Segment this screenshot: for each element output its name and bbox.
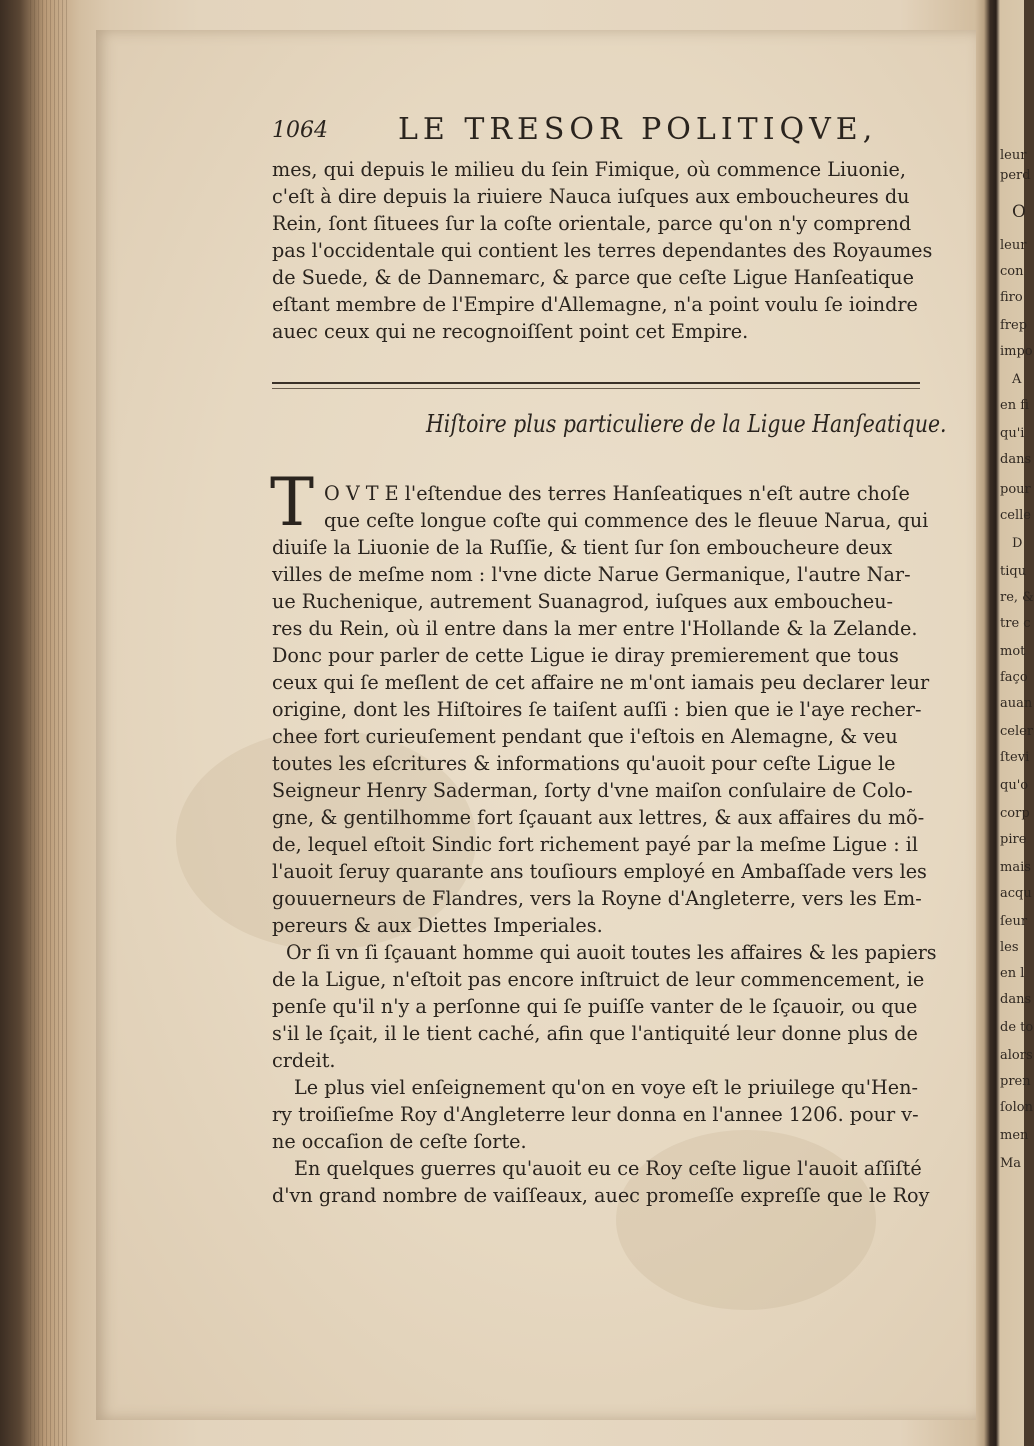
text-line: ceux qui ſe meſlent de cet affaire ne m'ont iamais peu declarer leur: [272, 671, 930, 694]
text-line: toutes les eſcritures & informations qu'auoit pour ceſte Ligue le: [272, 752, 896, 775]
facing-fragment: pour: [1000, 482, 1031, 497]
text-line: pereurs & aux Diettes Imperiales.: [272, 914, 603, 937]
text-line: eſtant membre de l'Empire d'Allemagne, n'a point voulu ſe ioindre: [272, 293, 918, 316]
facing-fragment: re, &: [1000, 590, 1034, 605]
text-line: villes de meſme nom : l'vne dicte Narue Germanique, l'autre Nar-: [272, 563, 911, 586]
text-line: O V T E l'eſtendue des terres Hanſeatiques n'eſt autre choſe: [324, 482, 910, 505]
facing-fragment: acqu: [1000, 886, 1032, 901]
facing-fragment: men: [1000, 1128, 1029, 1143]
facing-fragment: mais: [1000, 860, 1031, 875]
text-line: mes, qui depuis le milieu du ſein Fimique, où commence Liuonie,: [272, 158, 906, 181]
facing-fragment: tiqu: [1000, 564, 1027, 579]
facing-fragment: en l: [1000, 966, 1025, 981]
running-header: [272, 112, 932, 152]
text-line: c'eſt à dire depuis la riuiere Nauca iuſques aux emboucheures du: [272, 185, 910, 208]
text-line: Seigneur Henry Saderman, ſorty d'vne maiſon conſulaire de Colo-: [272, 779, 913, 802]
facing-fragment: dans: [1000, 992, 1032, 1007]
facing-fragment: A: [1012, 372, 1022, 387]
text-line: pas l'occidentale qui contient les terres dependantes des Royaumes: [272, 239, 933, 262]
text-line: s'il le ſçait, il le tient caché, afin que l'antiquité leur donne plus de: [272, 1022, 918, 1045]
facing-fragment: pire: [1000, 832, 1027, 847]
section-divider: [272, 382, 920, 384]
facing-fragment: firo: [1000, 290, 1023, 305]
text-line: diuiſe la Liuonie de la Ruſſie, & tient ſur ſon emboucheure deux: [272, 536, 893, 559]
facing-fragment: celer: [1000, 724, 1034, 739]
drop-cap: T: [270, 464, 315, 541]
text-line: penſe qu'il n'y a perſonne qui ſe puiſſe vanter de le ſçauoir, ou que: [272, 995, 918, 1018]
text-line: crdeit.: [272, 1049, 336, 1072]
facing-fragment: ſolon: [1000, 1100, 1033, 1115]
text-line: gne, & gentilhomme fort ſçauant aux lettres, & aux affaires du mõ-: [272, 806, 925, 829]
facing-fragment: ſtevi: [1000, 750, 1030, 765]
facing-fragment: en fi: [1000, 398, 1029, 413]
text-line: que ceſte longue coſte qui commence des le fleuue Narua, qui: [324, 509, 929, 532]
text-line: de Suede, & de Dannemarc, & parce que ceſte Ligue Hanſeatique: [272, 266, 914, 289]
facing-page-margin: [998, 130, 1034, 1230]
facing-fragment: con: [1000, 264, 1024, 279]
text-line: Rein, ſont ſituees ſur la coſte orientale, parce qu'on n'y comprend: [272, 212, 912, 235]
facing-fragment: pren: [1000, 1074, 1031, 1089]
facing-fragment: O: [1012, 202, 1026, 222]
text-line: gouuerneurs de Flandres, vers la Royne d'Angleterre, vers les Em-: [272, 887, 922, 910]
text-line: Le plus viel enſeignement qu'on en voye eſt le priuilege qu'Hen-: [294, 1076, 918, 1099]
facing-fragment: qu'o: [1000, 778, 1029, 793]
facing-fragment: corp: [1000, 806, 1030, 821]
page-edges: [30, 0, 70, 1446]
facing-fragment: ſeur: [1000, 914, 1028, 929]
text-line: ue Ruchenique, autrement Suanagrod, iuſques aux emboucheu-: [272, 590, 894, 613]
text-line: de, lequel eſtoit Sindic fort richement payé par la meſme Ligue : il: [272, 833, 919, 856]
facing-fragment: mot: [1000, 644, 1026, 659]
facing-fragment: alors: [1000, 1048, 1033, 1063]
page-number: 1064: [272, 118, 328, 143]
facing-fragment: leur: [1000, 148, 1027, 163]
facing-fragment: dans: [1000, 452, 1032, 467]
facing-fragment: faço: [1000, 670, 1028, 685]
facing-fragment: frep: [1000, 318, 1028, 333]
facing-fragment: de to: [1000, 1020, 1034, 1035]
text-line: Or ſi vn ſi ſçauant homme qui auoit toutes les affaires & les papiers: [286, 941, 937, 964]
text-line: En quelques guerres qu'auoit eu ce Roy ceſte ligue l'auoit aſſiſté: [294, 1157, 922, 1180]
facing-fragment: les: [1000, 940, 1019, 955]
text-line: l'auoit ſeruy quarante ans touſiours employé en Ambaſſade vers les: [272, 860, 927, 883]
text-line: de la Ligue, n'eſtoit pas encore inſtruict de leur commencement, ie: [272, 968, 925, 991]
facing-fragment: Ma: [1000, 1156, 1022, 1171]
facing-fragment: impo: [1000, 344, 1033, 359]
section-title: Hiſtoire plus particuliere de la Ligue Hanſeatique.: [426, 410, 947, 438]
facing-fragment: perd: [1000, 168, 1031, 183]
text-line: auec ceux qui ne recognoiſſent point cet Empire.: [272, 320, 749, 343]
facing-fragment: auan: [1000, 696, 1033, 711]
running-title: LE TRESOR POLITIQVE,: [398, 112, 878, 147]
text-line: ry troiſieſme Roy d'Angleterre leur donna en l'annee 1206. pour v-: [272, 1103, 919, 1126]
text-line: origine, dont les Hiſtoires ſe taiſent auſſi : bien que ie l'aye recher-: [272, 698, 922, 721]
facing-fragment: qu'i: [1000, 426, 1025, 441]
facing-fragment: celle: [1000, 508, 1031, 523]
section-divider-thin: [272, 388, 920, 389]
text-line: d'vn grand nombre de vaiſſeaux, auec promeſſe expreſſe que le Roy: [272, 1184, 930, 1207]
text-line: chee fort curieuſement pendant que i'eſtois en Alemagne, & veu: [272, 725, 898, 748]
facing-fragment: leur: [1000, 238, 1027, 253]
facing-fragment: tre c: [1000, 616, 1031, 631]
facing-fragment: D: [1012, 536, 1023, 551]
text-line: ne occaſion de ceſte ſorte.: [272, 1130, 527, 1153]
text-line: Donc pour parler de cette Ligue ie diray premierement que tous: [272, 644, 899, 667]
text-line: res du Rein, où il entre dans la mer entre l'Hollande & la Zelande.: [272, 617, 918, 640]
